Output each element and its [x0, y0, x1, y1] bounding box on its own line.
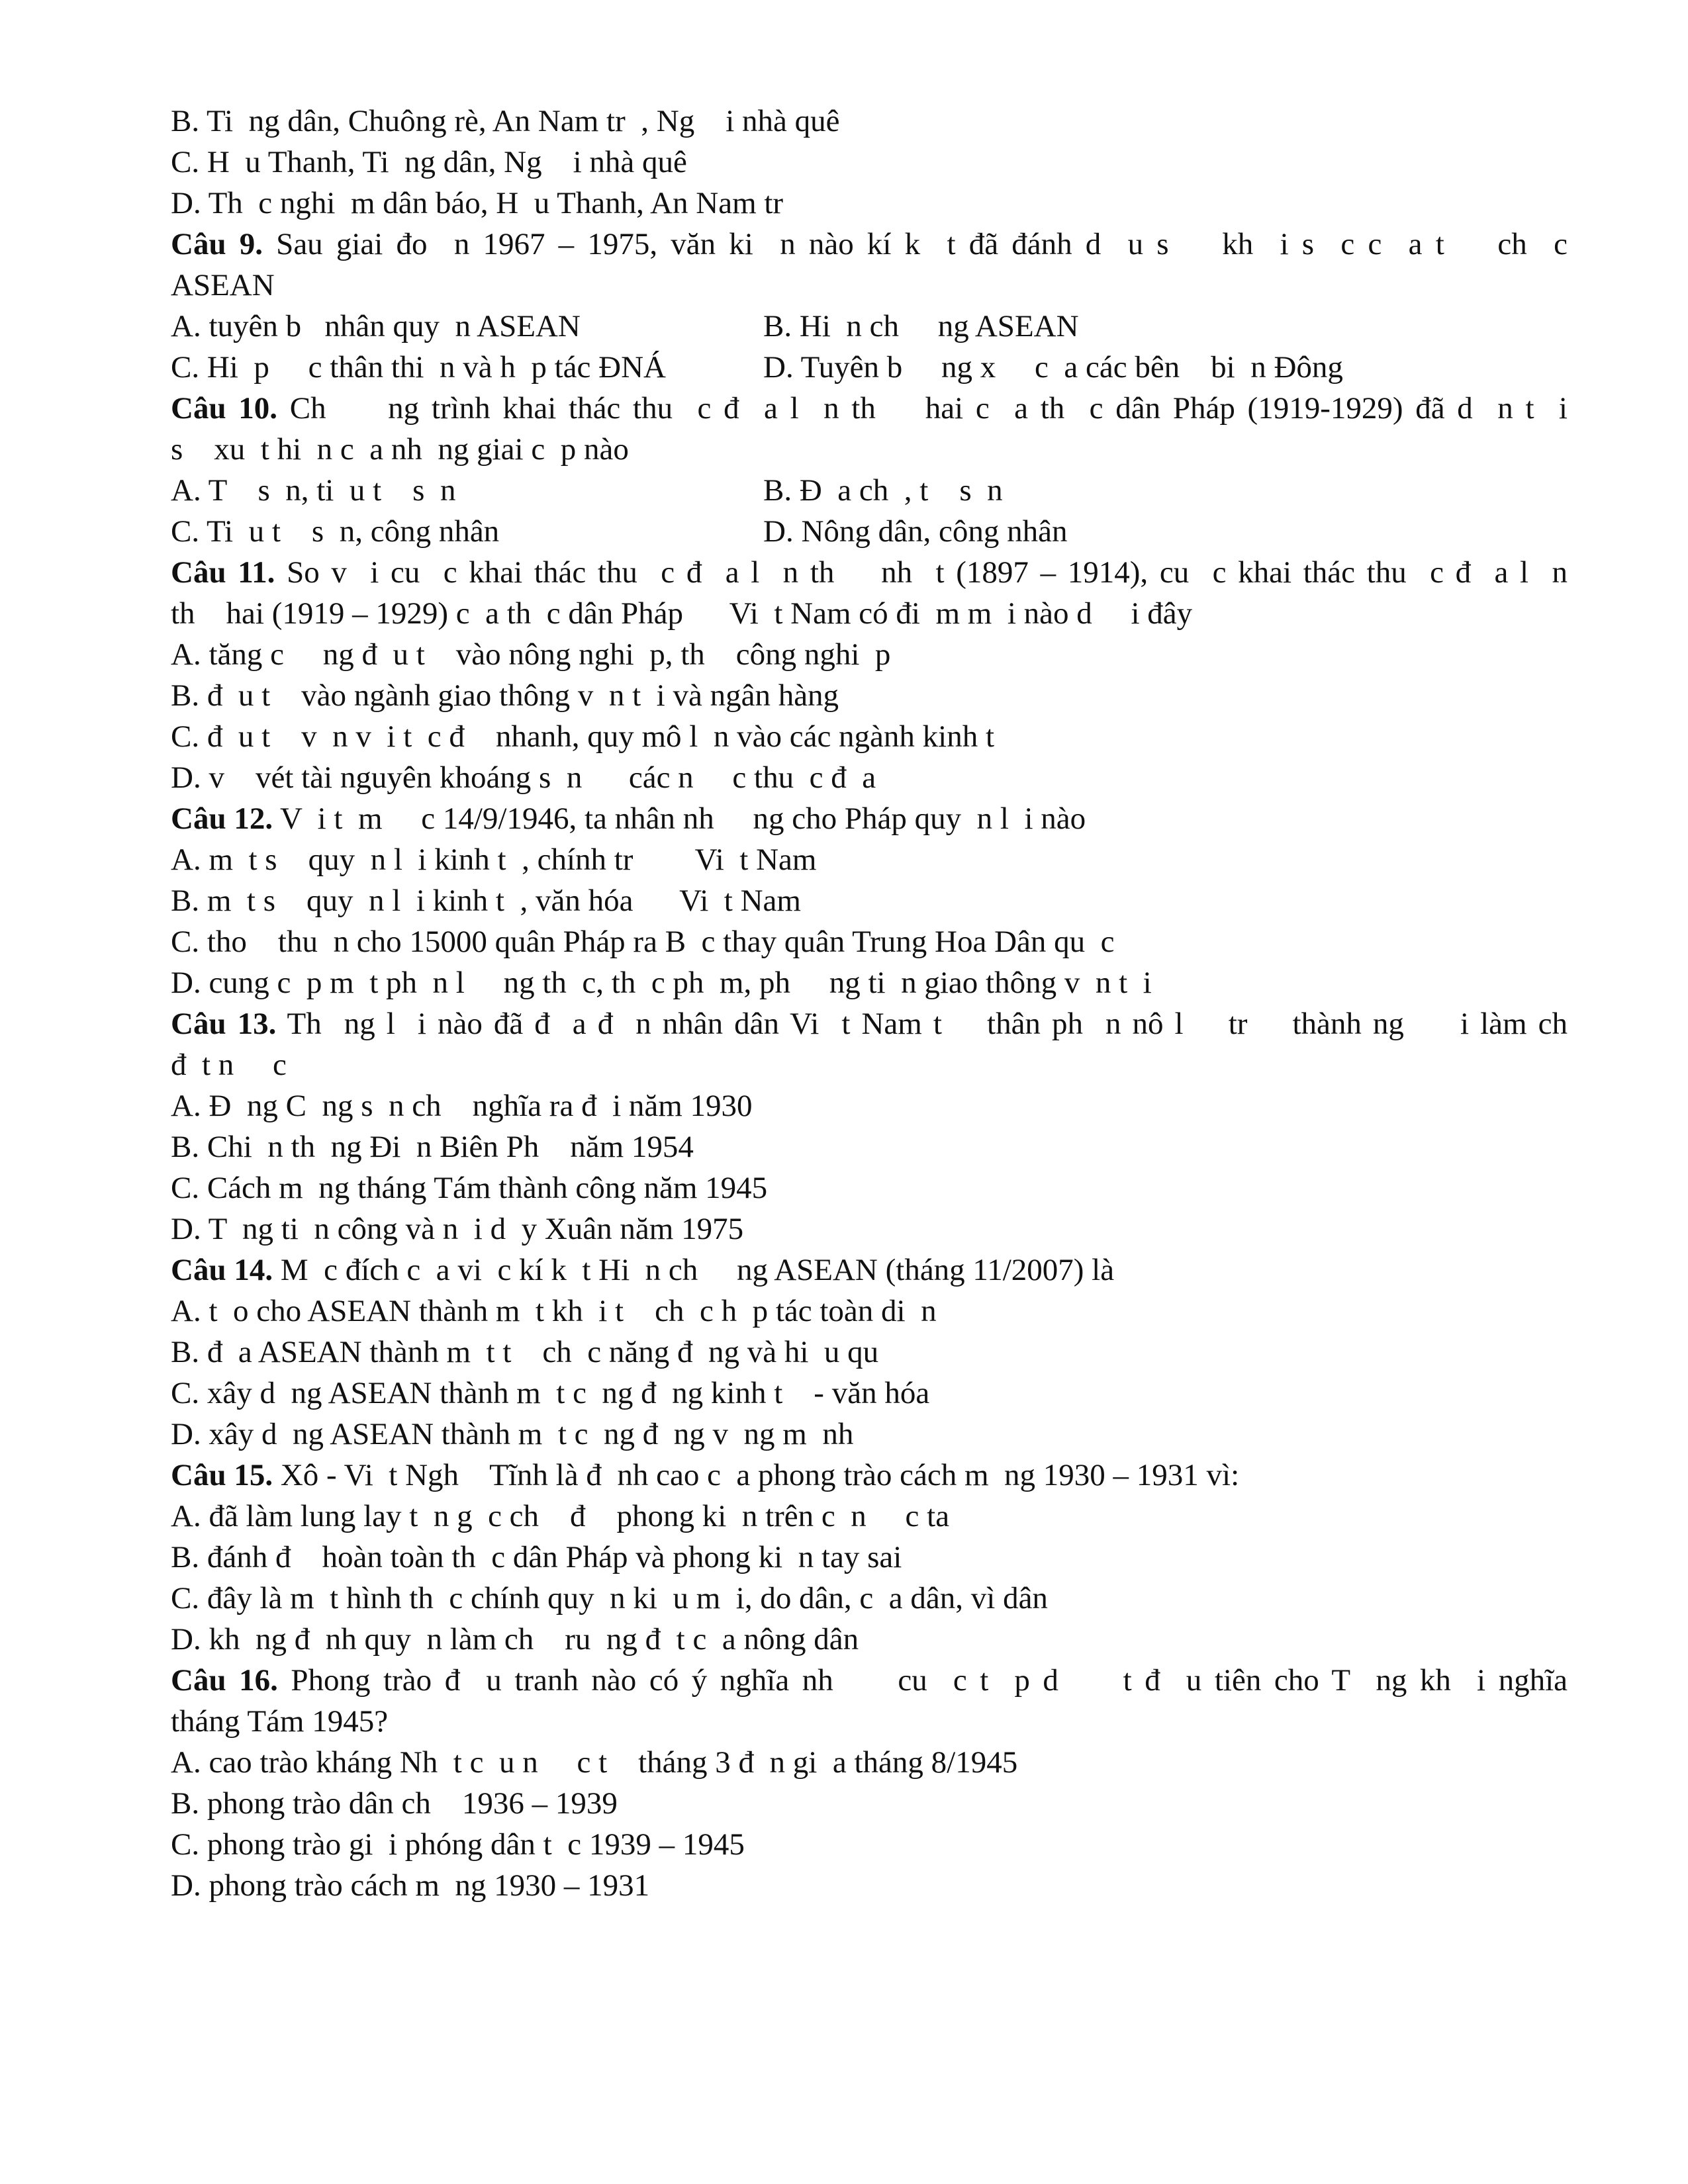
question-9-line-2: ASEAN [171, 268, 275, 302]
question-16-line-2: tháng Tám 1945? [171, 1704, 389, 1739]
option-c: C. Hi p c thân thi n và h p tác ĐNÁ [171, 350, 666, 385]
question-10-line-1 [171, 388, 1568, 429]
question-10-options-cd [171, 511, 1568, 552]
option-b: B. đ u t vào ngành giao thông v n t i và ngân hàng [171, 678, 839, 713]
option-d: D. T ng ti n công và n i d y Xuân năm 1975 [171, 1212, 744, 1246]
question-text: V i t m c 14/9/1946, ta nhân nh ng cho Pháp quy n l i nào [273, 801, 1086, 836]
option-d: D. Tuyên b ng x c a các bên bi n Đông [763, 350, 1343, 385]
question-15-line-1 [171, 1455, 1568, 1496]
question-text: Th ng l i nào đã đ a đ n nhân dân Vi t Nam t thân ph n nô l tr thành ng i làm ch [276, 1007, 1568, 1041]
question-13-line-2: đ t n c [171, 1048, 287, 1082]
option-c: C. đ u t v n v i t c đ nhanh, quy mô l n vào các ngành kinh t [171, 719, 995, 754]
question-number: Câu 12. [171, 801, 273, 836]
option-a: A. tăng c ng đ u t vào nông nghi p, th công nghi p [171, 637, 891, 672]
question-text: Sau giai đo n 1967 – 1975, văn ki n nào kí k t đã đánh d u s kh i s c c a t ch c [263, 227, 1568, 261]
option-d: D. xây d ng ASEAN thành m t c ng đ ng v ng m nh [171, 1417, 854, 1451]
option-d: D. kh ng đ nh quy n làm ch ru ng đ t c a nông dân [171, 1622, 859, 1657]
option-a: A. Đ ng C ng s n ch nghĩa ra đ i năm 1930 [171, 1089, 753, 1123]
option-c: C. phong trào gi i phóng dân t c 1939 – 1945 [171, 1827, 745, 1862]
option-b: B. Đ a ch , t s n [763, 473, 1003, 508]
option-b: B. m t s quy n l i kinh t , văn hóa Vi t Nam [171, 884, 801, 918]
question-text: Ch ng trình khai thác thu c đ a l n th hai c a th c dân Pháp (1919-1929) đã d n t i [277, 391, 1568, 426]
question-14-line-1 [171, 1250, 1568, 1291]
document-page [171, 101, 1568, 1906]
question-9-options-cd [171, 347, 1568, 388]
question-text: M c đích c a vi c kí k t Hi n ch ng ASEAN (tháng 11/2007) là [273, 1253, 1115, 1287]
question-12-line-1 [171, 798, 1568, 839]
option-a: A. t o cho ASEAN thành m t kh i t ch c h p tác toàn di n [171, 1294, 937, 1328]
option-a: A. T s n, ti u t s n [171, 473, 456, 508]
option-d: D. Nông dân, công nhân [763, 514, 1068, 549]
question-number: Câu 13. [171, 1007, 277, 1041]
option-c: C. Ti u t s n, công nhân [171, 514, 500, 549]
option-c: C. H u Thanh, Ti ng dân, Ng i nhà quê [171, 145, 687, 179]
option-c: C. xây d ng ASEAN thành m t c ng đ ng kinh t - văn hóa [171, 1376, 930, 1410]
question-10-line-2: s xu t hi n c a nh ng giai c p nào [171, 432, 629, 467]
question-number: Câu 14. [171, 1253, 273, 1287]
question-number: Câu 16. [171, 1663, 278, 1698]
option-d: D. phong trào cách m ng 1930 – 1931 [171, 1868, 650, 1903]
question-9-line-1 [171, 224, 1568, 265]
question-9-options-ab [171, 306, 1568, 347]
question-text: Xô - Vi t Ngh Tĩnh là đ nh cao c a phong trào cách m ng 1930 – 1931 vì: [273, 1458, 1240, 1492]
question-text: So v i cu c khai thác thu c đ a l n th nh t (1897 – 1914), cu c khai thác thu c đ a l n [275, 555, 1568, 590]
option-d: D. v vét tài nguyên khoáng s n các n c thu c đ a [171, 760, 876, 795]
question-number: Câu 10. [171, 391, 278, 426]
option-c: C. Cách m ng tháng Tám thành công năm 1945 [171, 1171, 768, 1205]
option-b: B. đ a ASEAN thành m t t ch c năng đ ng và hi u qu [171, 1335, 879, 1369]
question-number: Câu 9. [171, 227, 263, 261]
option-d: D. cung c p m t ph n l ng th c, th c ph m, ph ng ti n giao thông v n t i [171, 966, 1152, 1000]
question-16-line-1 [171, 1660, 1568, 1701]
option-c: C. đây là m t hình th c chính quy n ki u m i, do dân, c a dân, vì dân [171, 1581, 1048, 1615]
option-a: A. đã làm lung lay t n g c ch đ phong ki n trên c n c ta [171, 1499, 950, 1533]
option-b: B. Ti ng dân, Chuông rè, An Nam tr , Ng i nhà quê [171, 104, 840, 138]
option-a: A. tuyên b nhân quy n ASEAN [171, 309, 581, 343]
question-number: Câu 15. [171, 1458, 273, 1492]
option-a: A. m t s quy n l i kinh t , chính tr Vi t Nam [171, 842, 817, 877]
option-d: D. Th c nghi m dân báo, H u Thanh, An Nam tr [171, 186, 784, 220]
option-a: A. cao trào kháng Nh t c u n c t tháng 3 đ n gi a tháng 8/1945 [171, 1745, 1018, 1780]
question-11-line-2: th hai (1919 – 1929) c a th c dân Pháp Vi t Nam có đi m m i nào d i đây [171, 596, 1193, 631]
option-c: C. tho thu n cho 15000 quân Pháp ra B c thay quân Trung Hoa Dân qu c [171, 925, 1115, 959]
question-13-line-1 [171, 1003, 1568, 1044]
option-b: B. phong trào dân ch 1936 – 1939 [171, 1786, 618, 1821]
option-b: B. Chi n th ng Đi n Biên Ph năm 1954 [171, 1130, 694, 1164]
question-text: Phong trào đ u tranh nào có ý nghĩa nh cu c t p d t đ u tiên cho T ng kh i nghĩa [277, 1663, 1568, 1698]
option-b: B. đánh đ hoàn toàn th c dân Pháp và phong ki n tay sai [171, 1540, 902, 1574]
option-b: B. Hi n ch ng ASEAN [763, 309, 1079, 343]
question-number: Câu 11. [171, 555, 275, 590]
question-11-line-1 [171, 552, 1568, 593]
question-10-options-ab [171, 470, 1568, 511]
